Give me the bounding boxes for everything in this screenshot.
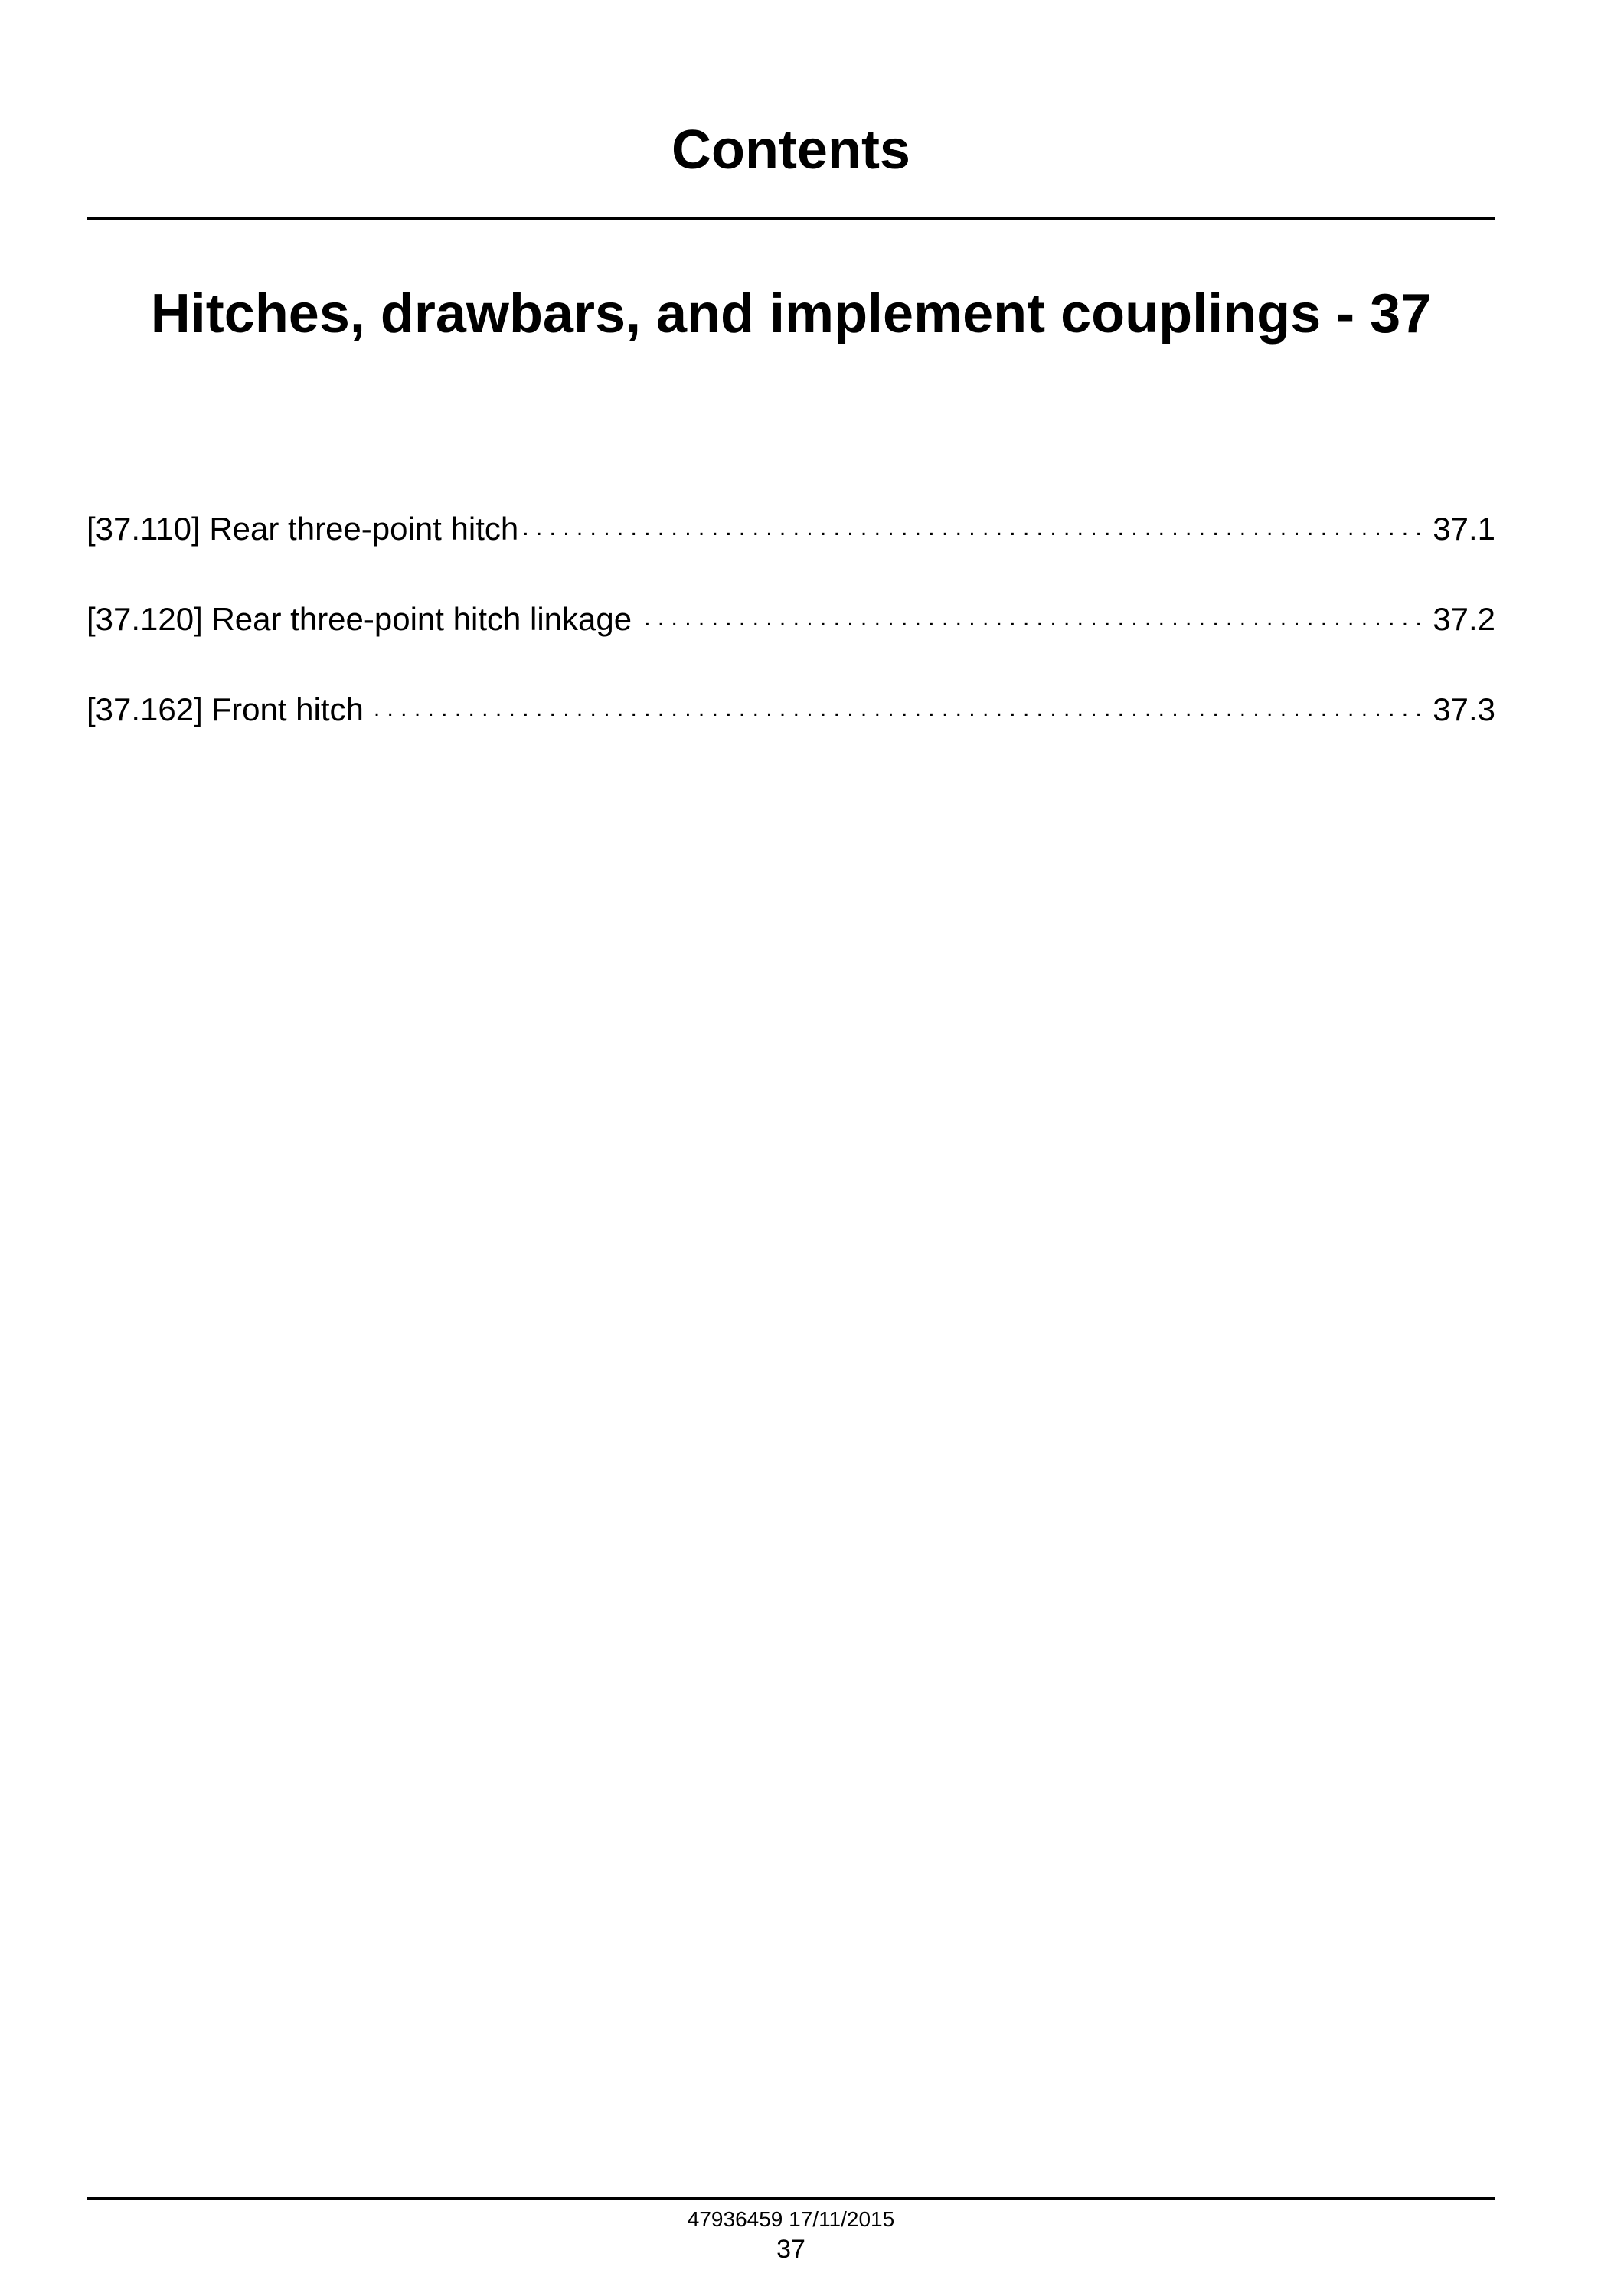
toc-entry-label[interactable]: [37.120] Rear three-point hitch linkage [87, 601, 632, 637]
page-title: Contents [671, 119, 910, 181]
dot-leader [370, 688, 1422, 720]
toc-entry-37-110[interactable] [87, 508, 1495, 598]
footer-page-number: 37 [776, 2235, 805, 2264]
toc-entry-37-162[interactable] [87, 688, 1495, 779]
toc-entry-page[interactable]: 37.3 [1433, 691, 1495, 727]
section-title: Hitches, drawbars, and implement couplings - 37 [150, 283, 1432, 345]
toc-entry-page[interactable]: 37.2 [1433, 601, 1495, 637]
footer-divider [87, 2197, 1495, 2200]
toc-entry-label[interactable]: [37.162] Front hitch [87, 691, 364, 727]
header-divider [87, 217, 1495, 220]
footer-document-info: 47936459 17/11/2015 [687, 2207, 895, 2231]
page-header [87, 119, 1495, 181]
toc-entry-page[interactable]: 37.1 [1433, 511, 1495, 547]
dot-leader [638, 598, 1422, 630]
toc-entry-37-120[interactable] [87, 598, 1495, 688]
toc-entry-label[interactable]: [37.110] Rear three-point hitch [87, 511, 519, 547]
table-of-contents [87, 508, 1495, 779]
dot-leader [524, 508, 1422, 540]
